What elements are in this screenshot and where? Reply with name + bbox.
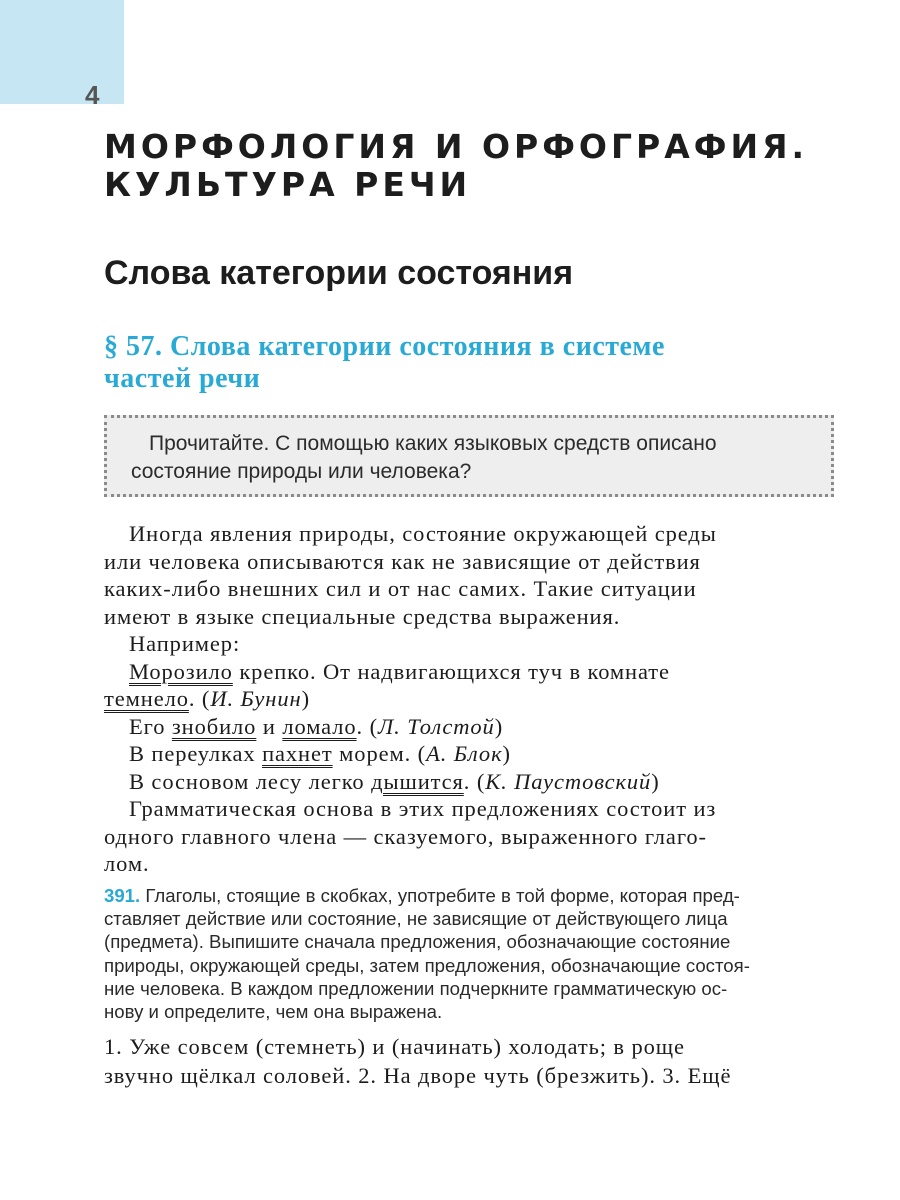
example-3-word: пахнет <box>262 741 333 766</box>
page-number: 4 <box>85 80 100 110</box>
example-3-start: В переулках <box>129 741 263 766</box>
theory-text <box>104 520 834 878</box>
example-3-close: ) <box>502 741 511 766</box>
task-box <box>104 415 834 497</box>
example-4-author: К. Паустовский <box>485 768 652 794</box>
intro-line-1-text: Иногда явления природы, состояние окружающей среды <box>129 521 717 546</box>
example-2-mid: и <box>256 713 283 739</box>
exercise-line-2: ставляет действие или состояние, не зависящие от действующего лица <box>104 908 728 930</box>
example-1-rest: крепко. От надвигающихся туч в комнате <box>232 658 670 684</box>
task-line-2: состояние природы или человека? <box>131 460 472 483</box>
example-4-close: ) <box>651 768 660 794</box>
exercise-line-5: ние человека. В каждом предложении подчеркните грамматическую ос- <box>104 977 728 999</box>
example-1-word-2: темнело <box>104 686 189 711</box>
task-line-1: Прочитайте. С помощью каких языковых средств описано <box>149 432 717 455</box>
example-1-cont <box>104 685 834 713</box>
chapter-title <box>104 128 864 204</box>
intro-line-1 <box>104 520 834 548</box>
example-4-start: В сосновом лесу легко <box>129 768 372 794</box>
conclusion-line-2: одного главного члена — сказуемого, выраженного глаго- <box>104 823 707 849</box>
conclusion-line-3: лом. <box>104 851 150 876</box>
example-4-mid: . ( <box>463 768 486 794</box>
exercise-text-line-1: 1. Уже совсем (стемнеть) и (начинать) холодать; в роще <box>104 1034 685 1059</box>
conclusion-line-1: Грамматическая основа в этих предложениях состоит из <box>129 796 717 821</box>
exercise-391 <box>104 884 832 1023</box>
example-2-word-2: ломало <box>282 713 357 739</box>
exercise-text-line-2: звучно щёлкал соловей. 2. На дворе чуть (брезжить). 3. Ещё <box>104 1063 732 1088</box>
example-2-word: знобило <box>171 713 257 739</box>
example-label: Например: <box>129 631 241 656</box>
intro-line-2: или человека описываются как не зависящие от действия <box>104 548 701 574</box>
example-1-word: Морозило <box>129 658 233 684</box>
exercise-line-4: природы, окружающей среды, затем предложения, обозначающие состоя- <box>104 954 750 976</box>
example-2-start: Его <box>129 713 172 739</box>
example-4-word: дышится <box>371 768 464 794</box>
example-1-author: И. Бунин <box>210 686 302 711</box>
exercise-line-1-text: Глаголы, стоящие в скобках, употребите в той форме, которая пред- <box>140 885 740 906</box>
exercise-line-6: нову и определите, чем она выражена. <box>104 1001 443 1023</box>
example-1-dot: . ( <box>188 686 211 711</box>
example-1-close: ) <box>301 686 310 711</box>
chapter-title-line-2: КУЛЬТУРА РЕЧИ <box>104 165 472 204</box>
example-3-mid: морем. ( <box>332 741 427 766</box>
paragraph-title <box>104 331 824 395</box>
example-2 <box>104 713 834 741</box>
exercise-line-3: (предмета). Выпишите сначала предложения, обозначающие состояние <box>104 931 731 953</box>
corner-decoration <box>0 0 124 104</box>
example-3 <box>104 740 834 768</box>
exercise-sentences <box>104 1032 834 1090</box>
example-4 <box>104 768 834 796</box>
exercise-number: 391. <box>104 885 141 906</box>
intro-line-3: каких-либо внешних сил и от нас самих. Такие ситуации <box>104 576 697 601</box>
example-3-author: А. Блок <box>426 741 503 766</box>
exercise-line-1 <box>104 884 832 907</box>
example-1 <box>104 658 834 686</box>
section-title: Слова категории состояния <box>104 254 574 292</box>
intro-line-4: имеют в языке специальные средства выражения. <box>104 603 621 629</box>
paragraph-title-line-1: § 57. Слова категории состояния в системе <box>104 331 665 362</box>
chapter-title-line-1: МОРФОЛОГИЯ И ОРФОГРАФИЯ. <box>104 127 809 166</box>
example-2-dot: . ( <box>356 713 378 739</box>
example-2-close: ) <box>494 713 504 739</box>
example-2-author: Л. Толстой <box>378 713 495 739</box>
paragraph-title-line-2: частей речи <box>104 363 261 394</box>
